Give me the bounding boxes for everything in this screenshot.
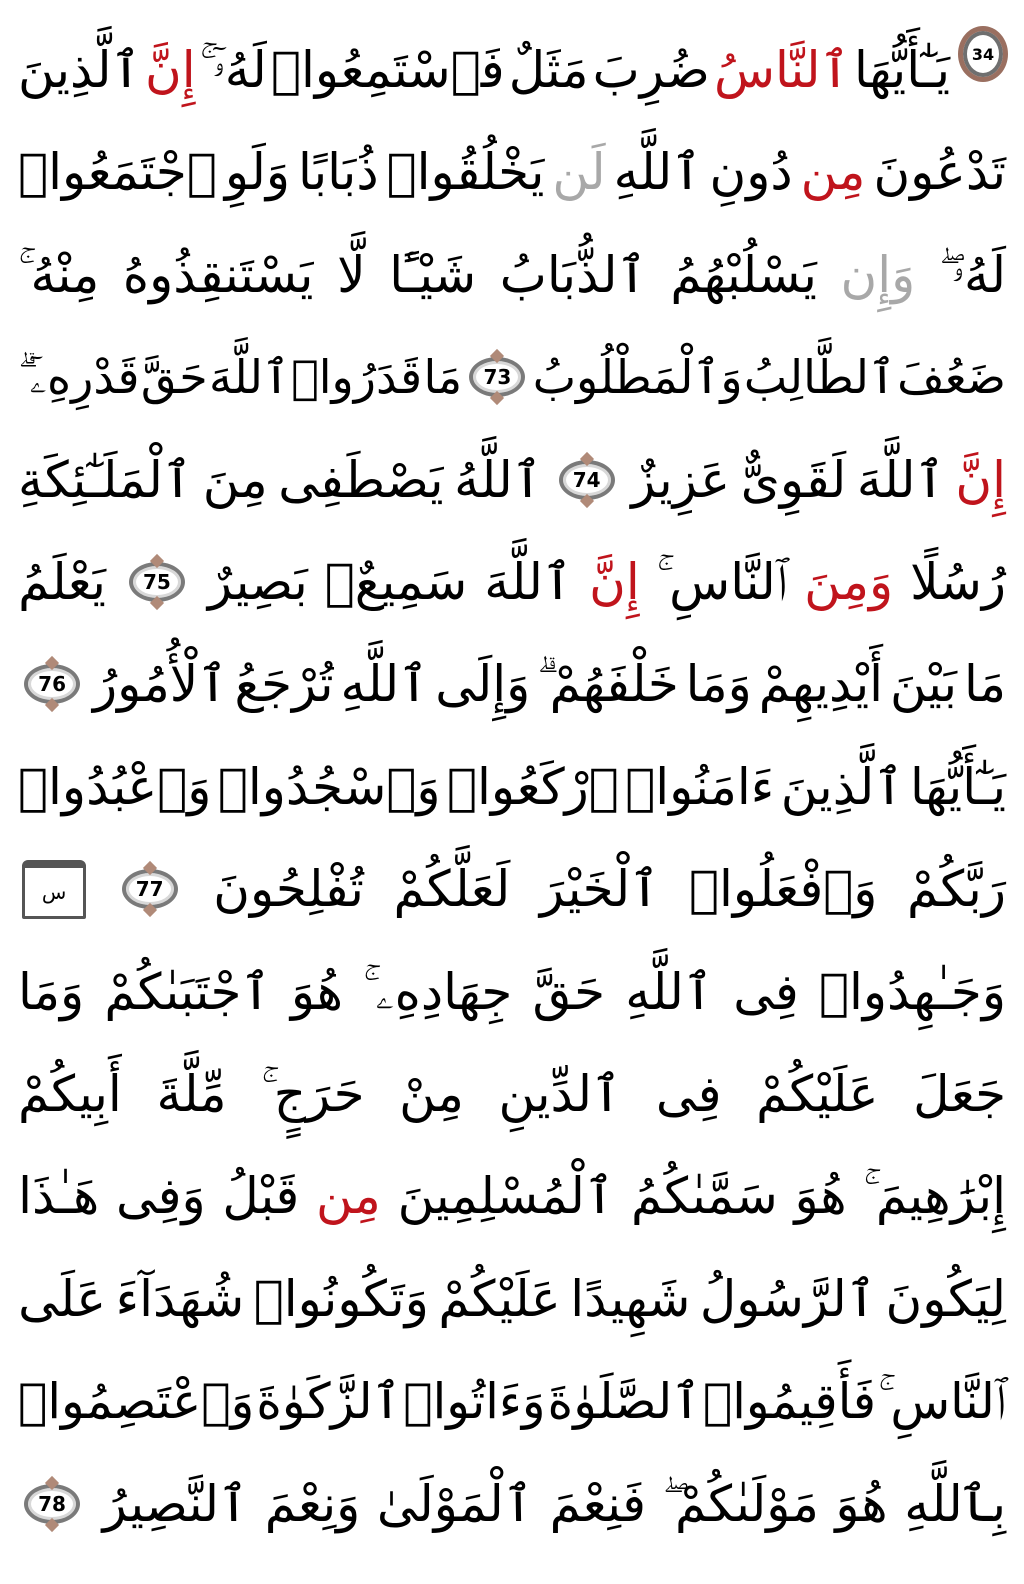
word: وَمَا	[18, 962, 85, 1021]
ayah-marker	[129, 562, 185, 602]
word: ٱلزَّكَوٰةَ	[256, 1372, 402, 1430]
word: ٱلْمَلَـٰٓئِكَةِ	[18, 450, 193, 509]
word: يَسْتَنقِذُوهُ	[122, 245, 314, 304]
text-line	[18, 20, 950, 120]
word: يَسْلُبْهُمُ	[670, 245, 817, 304]
ayah-marker	[122, 869, 178, 909]
word: عَزِيزٌ	[631, 450, 731, 509]
word: ٱلْخَيْرَ	[539, 860, 660, 919]
word: تُفْلِحُونَ	[213, 860, 364, 919]
juz-marker	[958, 26, 1008, 82]
word: حَقَّ	[140, 350, 208, 405]
word: خَلْفَهُمْ ۗ	[537, 655, 679, 714]
word: سَمَّىٰكُمُ	[630, 1167, 778, 1226]
word: مَوْلَىٰكُمْ ۖ	[662, 1474, 819, 1533]
word: سَمِيعٌۢ	[324, 553, 468, 611]
word: يَصْطَفِى	[278, 450, 444, 509]
word: ٱلرَّسُولُ	[699, 1269, 877, 1328]
text-line	[18, 1044, 1006, 1144]
text-line	[18, 839, 1006, 939]
word: مِن	[316, 1167, 381, 1226]
text-line	[18, 327, 1006, 427]
word: تُرْجَعُ	[234, 655, 334, 714]
word: ٱرْكَعُوا۟	[446, 757, 619, 816]
word: ٱللَّهِ	[613, 143, 702, 202]
word: تَدْعُونَ	[873, 143, 1006, 202]
text-line	[18, 1146, 1006, 1246]
word: مَثَلٌ	[508, 41, 589, 99]
word: لَهُۥٓ ۚ	[199, 41, 267, 99]
word: لَّا	[337, 245, 366, 304]
word: وَٱعْبُدُوا۟	[18, 757, 212, 816]
word: حَقَّ	[532, 962, 606, 1021]
word: يَخْلُقُوا۟	[386, 143, 545, 202]
word: إِنَّ	[144, 41, 196, 99]
word: ٱلنَّاسِ ۚ	[656, 553, 788, 611]
ayah-marker	[24, 1484, 80, 1524]
word: هُوَ	[794, 1167, 847, 1226]
ayah-number: 78	[38, 1491, 66, 1516]
ayah-number: 76	[38, 672, 67, 697]
word: وَٱعْتَصِمُوا۟	[18, 1372, 255, 1430]
text-line	[18, 1454, 1006, 1554]
word: أَبِيكُمْ	[18, 1065, 122, 1123]
word: فَٱسْتَمِعُوا۟	[270, 41, 505, 99]
word: ضُرِبَ	[592, 41, 710, 99]
word: مَا	[423, 350, 463, 405]
ayah-number: 75	[143, 570, 171, 594]
word: شُهَدَآءَ	[115, 1269, 245, 1328]
word: ٱلطَّالِبُ	[743, 350, 896, 405]
word: ٱجْتَمَعُوا۟	[18, 143, 217, 202]
ayah-marker	[469, 357, 525, 397]
word: مَا	[963, 655, 1006, 714]
word: رُسُلًا	[910, 553, 1006, 611]
text-line	[18, 225, 1006, 325]
word: مِن	[800, 143, 866, 202]
word: وَءَاتُوا۟	[403, 1372, 546, 1430]
word: مِّلَّةَ	[156, 1065, 227, 1123]
word: عَلَى	[18, 1269, 107, 1328]
word: وَٱلْمَطْلُوبُ	[532, 350, 743, 405]
word: عَلَيْكُمْ	[438, 1269, 561, 1328]
word: بَصِيرٌ	[207, 553, 308, 611]
word: حَرَجٍ ۚ	[261, 1065, 365, 1123]
word: ٱللَّهَ	[208, 350, 290, 405]
word: شَهِيدًا	[570, 1269, 691, 1328]
word: لَن	[552, 143, 606, 202]
word: وَتَكُونُوا۟	[253, 1269, 429, 1328]
word: ٱلذُّبَابُ	[499, 245, 647, 304]
word: ٱلْأُمُورُ	[93, 655, 228, 714]
word: بَيْنَ	[889, 655, 958, 714]
ayah-number: 73	[483, 365, 512, 390]
word: ضَعُفَ	[897, 350, 1006, 405]
word: عَلَيْكُمْ	[756, 1065, 879, 1123]
ayah-marker	[559, 460, 615, 500]
word: هُوَ	[290, 962, 344, 1021]
ayah-marker	[24, 664, 80, 704]
text-line	[18, 737, 1006, 837]
word: وَإِلَى	[435, 655, 531, 714]
word: ٱللَّهُ	[454, 450, 542, 509]
word: جَعَلَ	[913, 1065, 1006, 1123]
word: فِى	[733, 962, 799, 1021]
word: لَهُۥ ۖ	[938, 245, 1006, 304]
text-line	[18, 942, 1006, 1042]
word: ٱلنَّاسِ ۚ	[878, 1372, 1006, 1430]
word: قَدَرُوا۟	[291, 350, 423, 405]
juz-number: 34	[971, 44, 995, 64]
text-line	[18, 122, 1006, 222]
word: فِى	[655, 1065, 722, 1123]
word: ءَامَنُوا۟	[625, 757, 775, 816]
word: وَٱفْعَلُوا۟	[688, 860, 878, 919]
word: ٱللَّهِ	[340, 655, 429, 714]
word: إِنَّ	[955, 450, 1006, 509]
word: ٱلَّذِينَ	[780, 757, 904, 816]
word: يَـٰٓأَيُّهَا	[910, 757, 1006, 816]
word: وَٱسْجُدُوا۟	[217, 757, 441, 816]
word: رَبَّكُمْ	[907, 860, 1006, 919]
word: يَـٰٓأَيُّهَا	[854, 41, 950, 99]
word: ٱللَّهَ	[484, 553, 573, 611]
word: مِنْهُ ۚ	[18, 245, 100, 304]
word: ٱلنَّصِيرُ	[102, 1474, 249, 1533]
word: وَفِى	[115, 1167, 206, 1226]
word: لَقَوِىٌّ	[740, 450, 847, 509]
word: مِنْ	[399, 1065, 464, 1123]
word: وَجَـٰهِدُوا۟	[818, 962, 1006, 1021]
text-line	[18, 430, 1006, 530]
word: وَمِنَ	[804, 553, 894, 611]
word: وَلَوِ	[224, 143, 291, 202]
word: ٱللَّهَ	[856, 450, 945, 509]
word: قَبْلُ	[222, 1167, 300, 1226]
word: ٱلصَّلَوٰةَ	[547, 1372, 701, 1430]
word: دُونِ	[709, 143, 793, 202]
sajda-icon: س	[22, 860, 86, 919]
word: قَدْرِهِۦٓ ۗ	[18, 350, 140, 405]
word: جِهَادِهِۦ ۚ	[363, 962, 513, 1021]
word: إِبْرَٰهِيمَ ۚ	[863, 1167, 1006, 1226]
word: ٱلْمَوْلَىٰ	[376, 1474, 534, 1533]
word: وَنِعْمَ	[264, 1474, 361, 1533]
ayah-number: 77	[135, 877, 164, 902]
word: فَنِعْمَ	[549, 1474, 646, 1533]
word: شَيْـًٔا	[389, 245, 477, 304]
word: مِنَ	[202, 450, 268, 509]
word: ٱجْتَبَىٰكُمْ	[104, 962, 271, 1021]
word: يَعْلَمُ	[18, 553, 106, 611]
word: لَعَلَّكُمْ	[393, 860, 511, 919]
word: هُوَ	[835, 1474, 888, 1533]
text-line	[18, 532, 1006, 632]
word: ٱلْمُسْلِمِينَ	[397, 1167, 615, 1226]
ayah-number: 74	[572, 467, 601, 492]
word: هَـٰذَا	[18, 1167, 100, 1226]
word: ٱللَّهِ	[625, 962, 714, 1021]
word: ٱلدِّينِ	[498, 1065, 622, 1123]
word: ٱلَّذِينَ	[18, 41, 141, 99]
word: فَأَقِيمُوا۟	[702, 1372, 877, 1430]
word: إِنَّ	[589, 553, 640, 611]
text-line	[18, 634, 1006, 734]
word: لِيَكُونَ	[885, 1269, 1006, 1328]
word: وَإِن	[840, 245, 916, 304]
text-line	[18, 1249, 1006, 1349]
word: أَيْدِيهِمْ	[758, 655, 884, 714]
word: ٱلنَّاسُ	[713, 41, 850, 99]
word: وَمَا	[685, 655, 752, 714]
text-line	[18, 1351, 1006, 1451]
word: ذُبَابًا	[298, 143, 379, 202]
word: بِٱللَّهِ	[904, 1474, 1006, 1533]
